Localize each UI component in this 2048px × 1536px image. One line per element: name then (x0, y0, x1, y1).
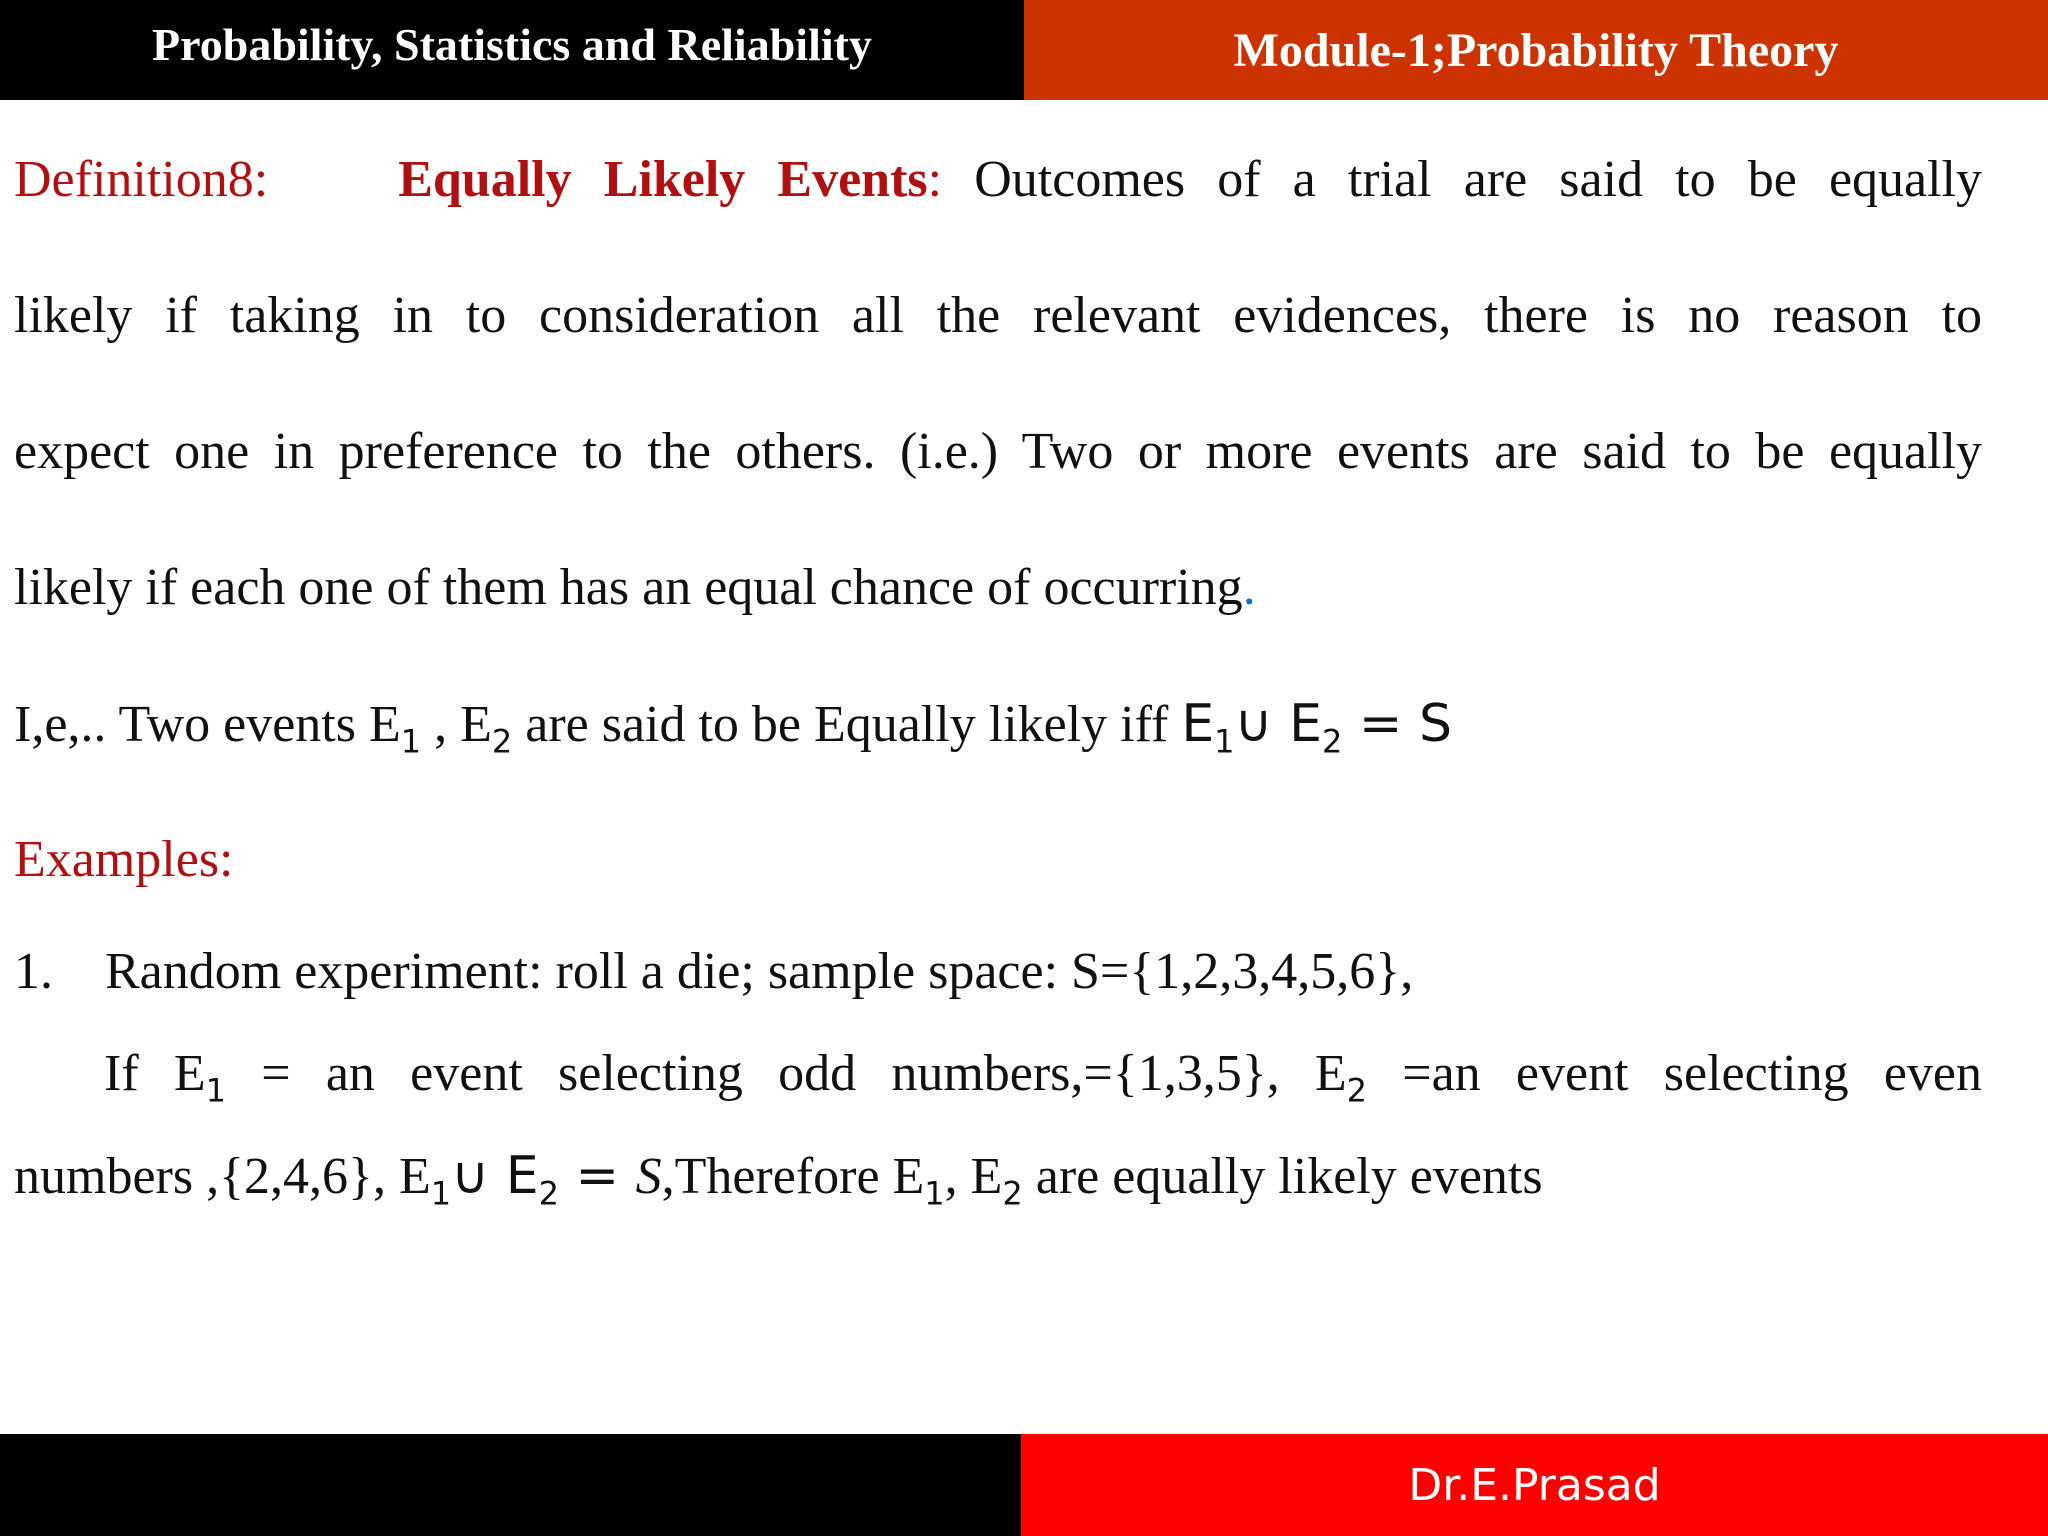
definition-line-3 (14, 422, 1982, 481)
definition-label: Definition8: (14, 151, 269, 208)
definition-text-3: expect one in preference to the others. (i.e.) Two or more events are said to be equally (14, 423, 1982, 480)
module-title: Module-1;Probability Theory (1233, 23, 1839, 77)
footer-left-bar (0, 1434, 1021, 1536)
definition-line-1: Definition8: Equally Likely Events: Outcomes of a trial are said to be equally (14, 151, 1983, 208)
formal-definition: I,e,.. Two events $E_1$ , $E_2$ are said to be Equally likely iff $E_1\cup$ $E_2 = S$ (14, 694, 1452, 761)
definition-line-4: likely if each one of them has an equal chance of occurring. (14, 559, 1256, 616)
example-1-line-1: 1. Random experiment: roll a die; sample space: S={1,2,3,4,5,6}, (14, 943, 1414, 1000)
definition-term: Equally Likely Events (398, 151, 928, 208)
author-name: Dr.E.Prasad (1408, 1459, 1661, 1511)
footer-author-bar (1021, 1434, 2048, 1536)
examples-heading: Examples: (14, 831, 234, 888)
example-number: 1. (14, 943, 53, 1000)
module-title-bar (1024, 0, 2048, 100)
definition-text-4: likely if each one of them has an equal chance of occurring (14, 559, 1243, 616)
definition-line-2 (14, 286, 1982, 345)
course-title-bar (0, 0, 1024, 100)
definition-text-1: Outcomes of a trial are said to be equally (974, 151, 1983, 208)
example-1-line-3: numbers ,{2,4,6}, $E_1\cup$ $E_2$ = S,Therefore $E_1$, $E_2$ are equally likely events (14, 1146, 1543, 1213)
example-1-line-2: If $E_1$ = an event selecting odd numbers,={1,3,5}, $E_2 =an$ event selecting even (104, 1045, 1983, 1110)
definition-text-2: likely if taking in to consideration all the relevant evidences, there is no reason to (14, 287, 1982, 344)
course-title: Probability, Statistics and Reliability (152, 18, 872, 70)
